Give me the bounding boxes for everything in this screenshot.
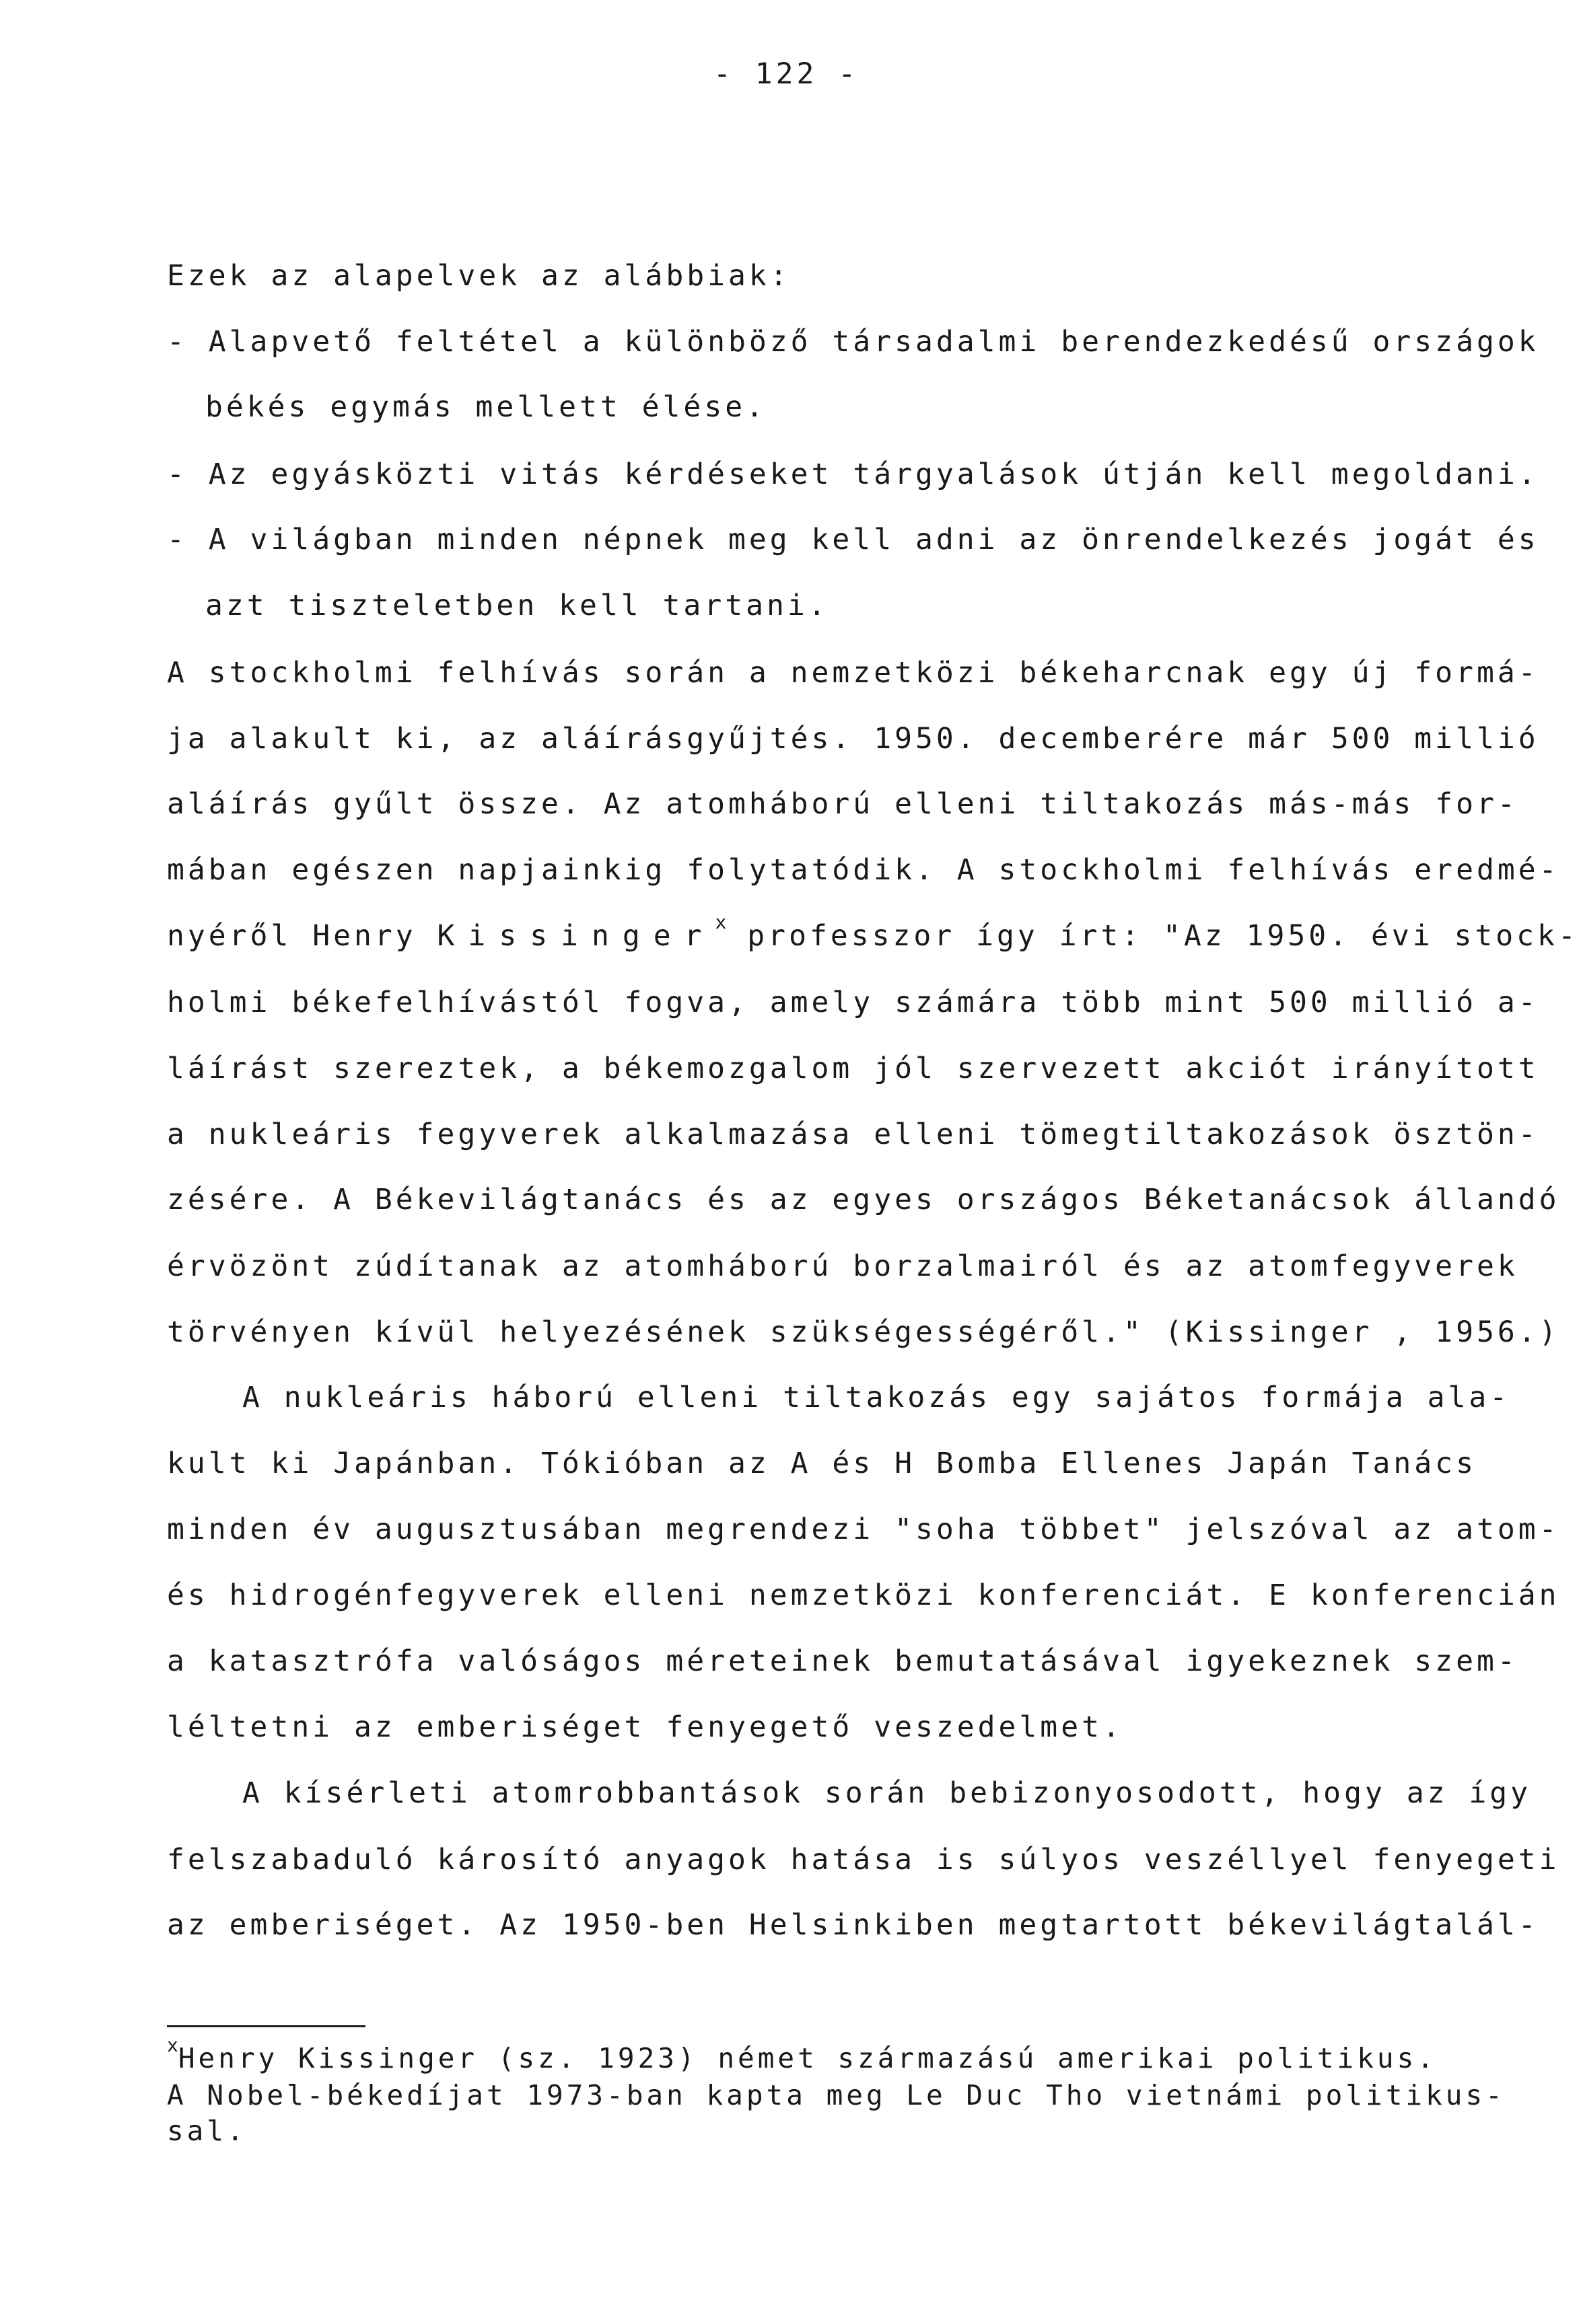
paragraph-1-line-4: mában egészen napjainkig folytatódik. A stockholmi felhívás eredmé- — [167, 853, 1560, 887]
footnote-separator — [167, 2025, 365, 2027]
paragraph-2-line-1: A nukleáris háború elleni tiltakozás egy sajátos formája ala- — [242, 1381, 1511, 1414]
footnote-line-2: A Nobel-békedíjat 1973-ban kapta meg Le Duc Tho vietnámi politikus- — [167, 2079, 1506, 2111]
bullet-3-line-1: - A világban minden népnek meg kell adni az önrendelkezés jogát és — [167, 523, 1539, 556]
paragraph-2-line-2: kult ki Japánban. Tókióban az A és H Bomba Ellenes Japán Tanács — [167, 1447, 1477, 1480]
paragraph-1-line-9: zésére. A Békevilágtanács és az egyes országos Béketanácsok állandó — [167, 1183, 1560, 1217]
paragraph-1-line-2: ja alakult ki, az aláírásgyűjtés. 1950. decemberére már 500 millió — [167, 722, 1539, 756]
paragraph-1-line-7: láírást szereztek, a békemozgalom jól szervezett akciót irányított — [167, 1052, 1539, 1085]
kissinger-line-after: professzor így írt: "Az 1950. évi stock- — [726, 919, 1579, 953]
paragraph-2-line-4: és hidrogénfegyverek elleni nemzetközi konferenciát. E konferencián — [167, 1578, 1560, 1612]
bullet-3-line-2: azt tiszteletben kell tartani. — [205, 589, 829, 622]
paragraph-3-line-1: A kísérleti atomrobbantások során bebizonyosodott, hogy az így — [242, 1776, 1532, 1810]
footnote-text-1: Henry Kissinger (sz. 1923) német származású amerikai politikus. — [178, 2042, 1437, 2074]
page-number: - 122 - — [713, 57, 859, 91]
bullet-1-line-1: - Alapvető feltétel a különböző társadalmi berendezkedésű országok — [167, 325, 1539, 359]
paragraph-1-line-8: a nukleáris fegyverek alkalmazása elleni tömegtiltakozások ösztön- — [167, 1118, 1539, 1151]
paragraph-1-line-1: A stockholmi felhívás során a nemzetközi békeharcnak egy új formá- — [167, 656, 1539, 690]
footnote-line-3: sal. — [167, 2115, 247, 2147]
footnote-reference-mark: x — [715, 911, 727, 933]
paragraph-1-line-6: holmi békefelhívástól fogva, amely számára több mint 500 millió a- — [167, 986, 1539, 1019]
bullet-2-line-1: - Az egyásközti vitás kérdéseket tárgyalások útján kell megoldani. — [167, 458, 1539, 491]
intro-line: Ezek az alapelvek az alábbiak: — [167, 259, 791, 293]
paragraph-1-line-11: törvényen kívül helyezésének szükségességéről." (Kissinger , 1956.) — [167, 1315, 1560, 1349]
paragraph-3-line-2: felszabaduló károsító anyagok hatása is súlyos veszéllyel fenyegeti — [167, 1843, 1560, 1877]
paragraph-1-line-10: érvözönt zúdítanak az atomháború borzalmairól és az atomfegyverek — [167, 1249, 1518, 1283]
paragraph-1-line-3: aláírás gyűlt össze. Az atomháború elleni tiltakozás más-más for- — [167, 787, 1518, 821]
paragraph-1-line-5 — [167, 911, 1579, 953]
footnote-line-1 — [167, 2034, 1437, 2074]
footnote-mark: x — [167, 2034, 178, 2056]
paragraph-2-line-3: minden év augusztusában megrendezi "soha többet" jelszóval az atom- — [167, 1513, 1560, 1546]
paragraph-3-line-3: az emberiséget. Az 1950-ben Helsinkiben megtartott békevilágtalál- — [167, 1908, 1539, 1942]
kissinger-line-before: nyéről Henry — [167, 919, 437, 953]
bullet-1-line-2: békés egymás mellett élése. — [205, 390, 767, 424]
paragraph-2-line-6: léltetni az emberiséget fenyegető veszedelmet. — [167, 1710, 1123, 1744]
paragraph-2-line-5: a katasztrófa valóságos méreteinek bemutatásával igyekeznek szem- — [167, 1644, 1518, 1678]
kissinger-name-spaced: Kissinger — [437, 919, 715, 953]
